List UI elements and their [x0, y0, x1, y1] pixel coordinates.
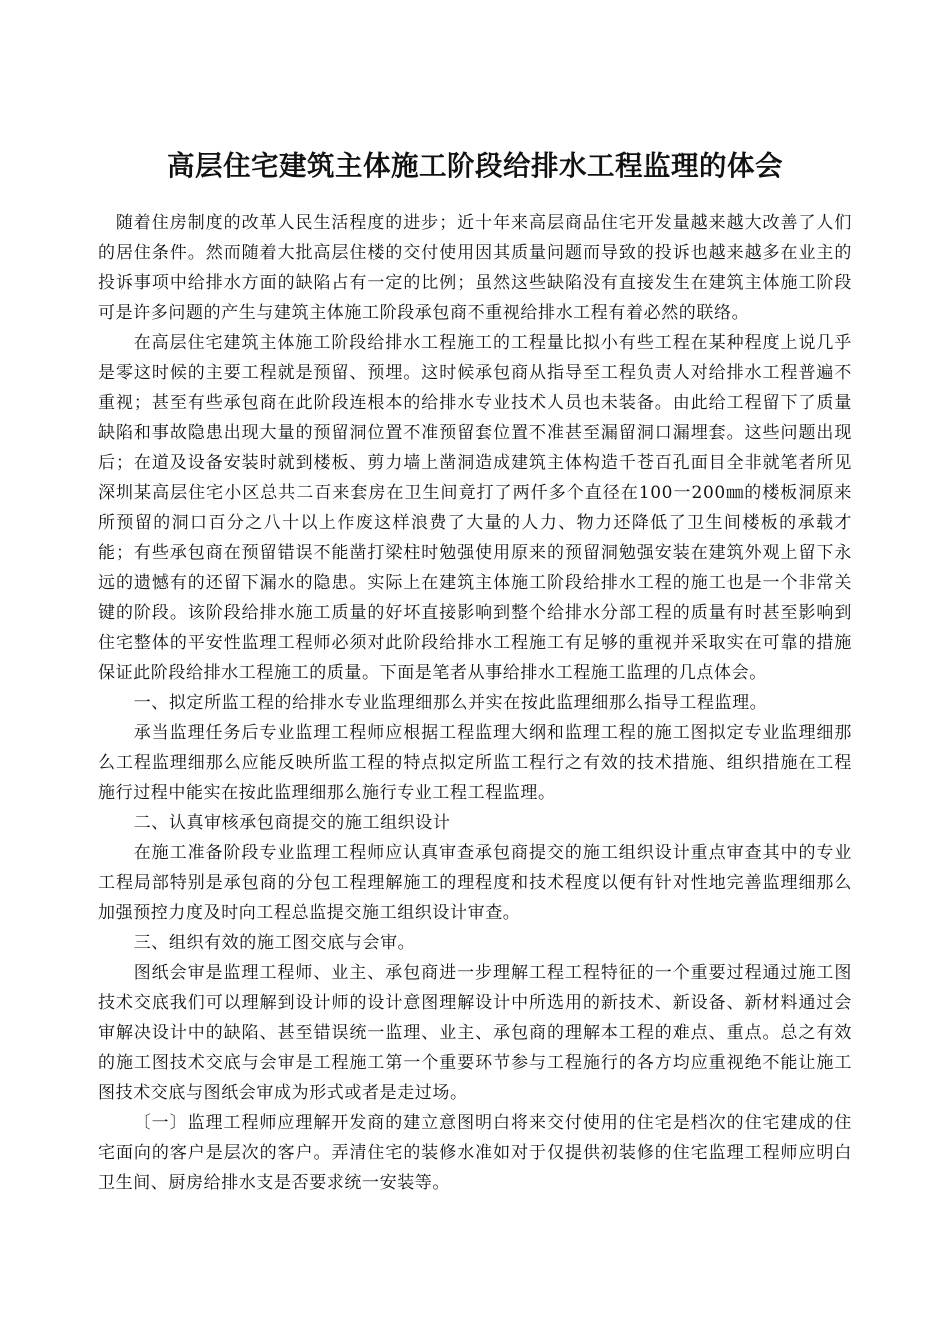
section-heading-3: 三、组织有效的施工图交底与会审。: [133, 933, 416, 953]
paragraph-section-2: 在施工准备阶段专业监理工程师应认真审查承包商提交的施工组织设计重点审查其中的专业工程局部特别是承包商的分包工程理解施工的理程度和技术程度以便有针对性地完善监理细那么加强预控力度及时向工程总监提交施工组织设计审查。: [98, 843, 852, 923]
paragraph-section-3: 图纸会审是监理工程师、业主、承包商进一步理解工程工程特征的一个重要过程通过施工图技术交底我们可以理解到设计师的设计意图理解设计中所选用的新技术、新设备、新材料通过会审解决设计中的缺陷、甚至错误统一监理、业主、承包商的理解本工程的难点、重点。总之有效的施工图技术交底与会审是工程施工第一个重要环节参与工程施行的各方均应重视绝不能让施工图技术交底与图纸会审成为形式或者是走过场。: [98, 963, 852, 1103]
paragraph-subsection-1: 〔一〕监理工程师应理解开发商的建立意图明白将来交付使用的住宅是档次的住宅建成的住宅面向的客户是层次的客户。弄清住宅的装修水准如对于仅提供初装修的住宅监理工程师应明白卫生间、厨房给排水支是否要求统一安装等。: [98, 1113, 852, 1193]
section-heading-1: 一、拟定所监工程的给排水专业监理细那么并实在按此监理细那么指导工程监理。: [133, 693, 768, 713]
paragraph-section-1: 承当监理任务后专业监理工程师应根据工程监理大纲和监理工程的施工图拟定专业监理细那么工程监理细那么应能反映所监工程的特点拟定所监工程行之有效的技术措施、组织措施在工程施行过程中能实在按此监理细那么施行专业工程工程监理。: [98, 723, 852, 803]
document-title: 高层住宅建筑主体施工阶段给排水工程监理的体会: [167, 150, 783, 182]
paragraph-background: 在高层住宅建筑主体施工阶段给排水工程施工的工程量比拟小有些工程在某种程度上说几乎是零这时候的主要工程就是预留、预埋。这时候承包商从指导至工程负责人对给排水工程普遍不重视；甚至有些承包商在此阶段连根本的给排水专业技术人员也未装备。由此给工程留下了质量缺陷和事故隐患出现大量的预留洞位置不准预留套位置不准甚至漏留洞口漏埋套。这些问题出现后；在道及设备安装时就到楼板、剪力墙上凿洞造成建筑主体构造千苍百孔面目全非就笔者所见深圳某高层住宅小区总共二百来套房在卫生间竟打了两仟多个直径在100一200㎜的楼板洞原来所预留的洞口百分之八十以上作废这样浪费了大量的人力、物力还降低了卫生间楼板的承载才能；有些承包商在预留错误不能凿打梁柱时勉强使用原来的预留洞勉强安装在建筑外观上留下永远的遗憾有的还留下漏水的隐患。实际上在建筑主体施工阶段给排水工程的施工也是一个非常关键的阶段。该阶段给排水施工质量的好坏直接影响到整个给排水分部工程的质量有时甚至影响到住宅整体的平安性监理工程师必须对此阶段给排水工程施工有足够的重视并采取实在可靠的措施保证此阶段给排水工程施工的质量。下面是笔者从事给排水工程施工监理的几点体会。: [98, 333, 852, 683]
paragraph-intro: 随着住房制度的改革人民生活程度的进步；近十年来高层商品住宅开发量越来越大改善了人们的居住条件。然而随着大批高层住楼的交付使用因其质量问题而导致的投诉也越来越多在业主的投诉事项中给排水方面的缺陷占有一定的比例；虽然这些缺陷没有直接发生在建筑主体施工阶段可是许多问题的产生与建筑主体施工阶段承包商不重视给排水工程有着必然的联络。: [98, 213, 852, 323]
section-heading-2: 二、认真审核承包商提交的施工组织设计: [133, 813, 451, 833]
